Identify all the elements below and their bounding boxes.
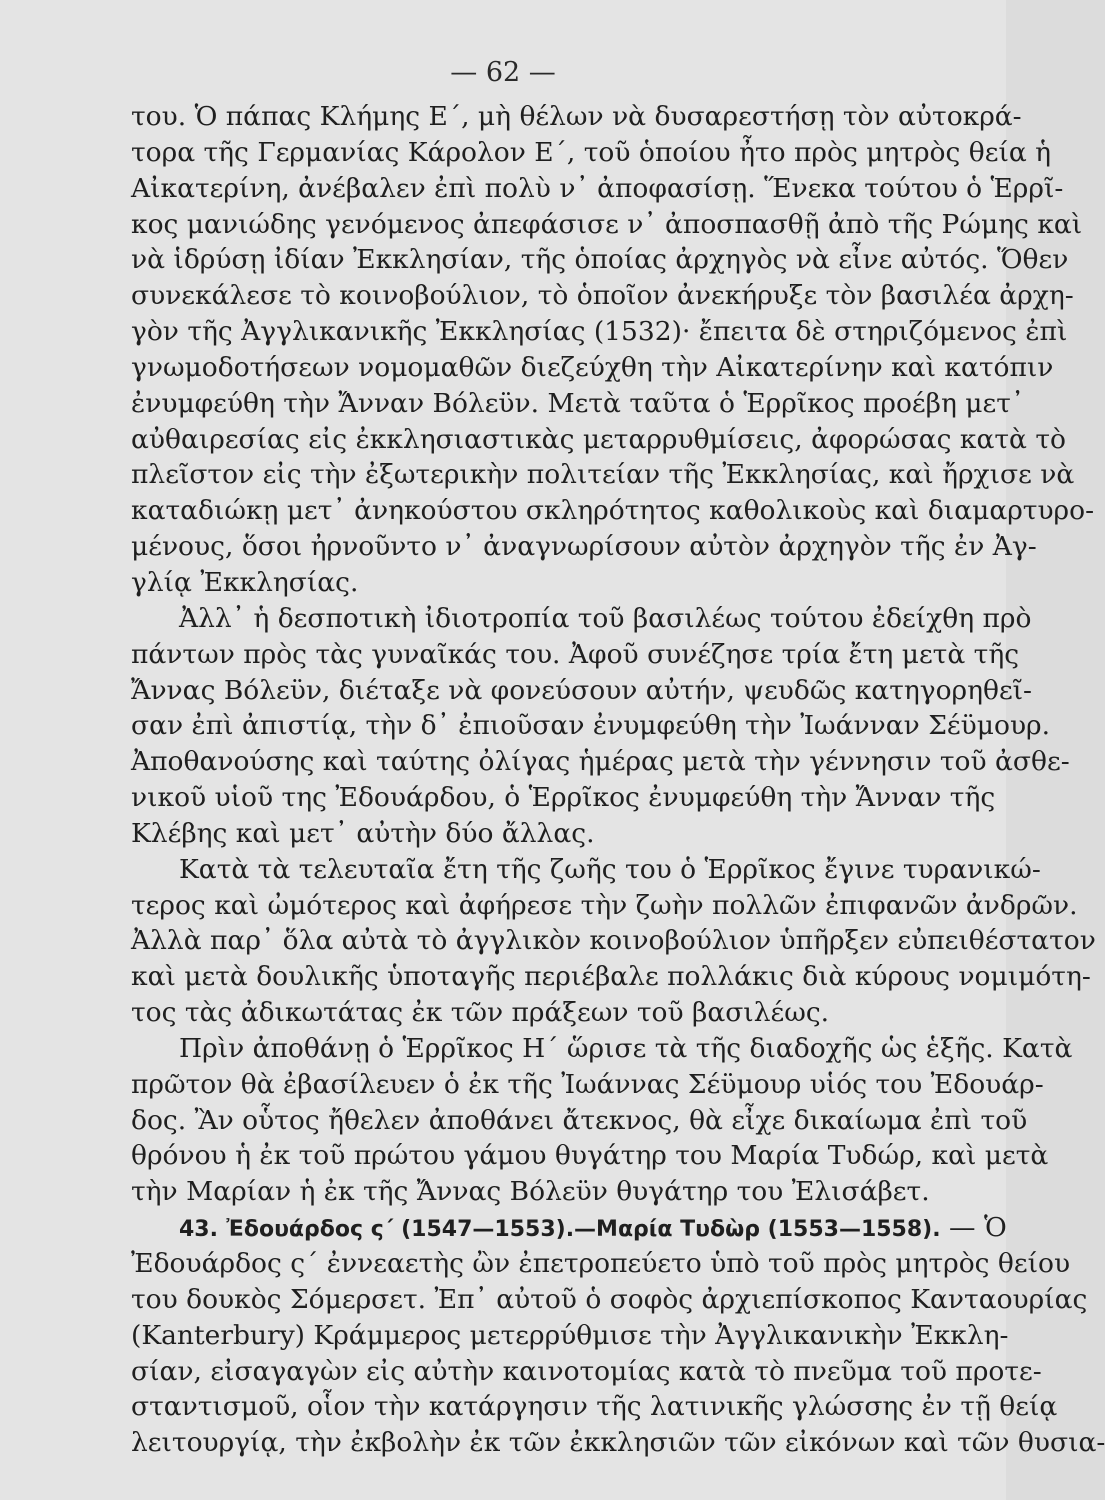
text-line: τορα τῆς Γερμανίας Κάρολον Ε΄, τοῦ ὁποίου ἦτο πρὸς μητρὸς θεία ἡ (131, 136, 1052, 168)
text-line: ἐνυμφεύθη τὴν Ἄνναν Βόλεϋν. Μετὰ ταῦτα ὁ Ἑρρῖκος προέβη μετ᾿ (131, 387, 1025, 419)
text-line: πρῶτον θὰ ἐβασίλευεν ὁ ἐκ τῆς Ἰωάννας Σέϋμουρ υἱός του Ἐδουάρ- (131, 1068, 1044, 1100)
text-line: τὴν Μαρίαν ἡ ἐκ τῆς Ἄννας Βόλεϋν θυγάτηρ του Ἐλισάβετ. (131, 1176, 930, 1208)
text-line: σίαν, εἰσαγαγὼν εἰς αὐτὴν καινοτομίας κατὰ τὸ πνεῦμα τοῦ προτε- (131, 1355, 1042, 1387)
text-line: Ἄννας Βόλεϋν, διέταξε νὰ φονεύσουν αὐτήν, ψευδῶς κατηγορηθεῖ- (131, 674, 1033, 706)
text-line: σαν ἐπὶ ἀπιστίᾳ, τὴν δ᾿ ἐπιοῦσαν ἐνυμφεύθη τὴν Ἰωάνναν Σέϋμουρ. (131, 710, 1051, 742)
text-line: Πρὶν ἀποθάνῃ ὁ Ἑρρῖκος Η΄ ὥρισε τὰ τῆς διαδοχῆς ὡς ἑξῆς. Κατὰ (179, 1032, 1073, 1064)
text-line: Ἐδουάρδος ς΄ ἐννεαετὴς ὢν ἐπετροπεύετο ὑπὸ τοῦ πρὸς μητρὸς θείου (131, 1248, 1071, 1279)
text-line: αὐθαιρεσίας εἰς ἐκκλησιαστικὰς μεταρρυθμίσεις, ἀφορώσας κατὰ τὸ (131, 423, 1066, 455)
text-line: τερος καὶ ὠμότερος καὶ ἀφήρεσε τὴν ζωὴν πολλῶν ἐπιφανῶν ἀνδρῶν. (131, 889, 1078, 921)
text-line: γλίᾳ Ἐκκλησίας. (131, 566, 359, 598)
text-line: Κλέβης καὶ μετ᾿ αὐτὴν δύο ἄλλας. (131, 817, 595, 849)
text-line: μένους, ὅσοι ἠρνοῦντο ν᾿ ἀναγνωρίσουν αὐτὸν ἀρχηγὸν τῆς ἐν Ἀγ- (131, 531, 1037, 563)
section-lead-text: — Ὁ (949, 1212, 1007, 1244)
section-number: 43. (179, 1217, 218, 1243)
text-line: λειτουργίᾳ, τὴν ἐκβολὴν ἐκ τῶν ἐκκλησιῶν τῶν εἰκόνων καὶ τῶν θυσια- (131, 1427, 1105, 1459)
text-line: Ἀποθανούσης καὶ ταύτης ὀλίγας ἡμέρας μετὰ τὴν γέννησιν τοῦ ἀσθε- (131, 746, 1070, 778)
text-line: γνωμοδοτήσεων νομομαθῶν διεζεύχθη τὴν Αἰκατερίνην καὶ κατόπιν (131, 351, 1054, 383)
text-line: του δουκὸς Σόμερσετ. Ἐπ᾿ αὐτοῦ ὁ σοφὸς ἀρχιεπίσκοπος Κανταουρίας (131, 1283, 1088, 1315)
text-line: (Kanterbury) Κράμμερος μετερρύθμισε τὴν Ἀγγλικανικὴν Ἐκκλη- (131, 1319, 1009, 1351)
body-text (131, 99, 1105, 1461)
text-line: καταδιώκῃ μετ᾿ ἀνηκούστου σκληρότητος καθολικοὺς καὶ διαμαρτυρο- (131, 495, 1095, 527)
text-line: δος. Ἂν οὗτος ἤθελεν ἀποθάνει ἄτεκνος, θὰ εἶχε δικαίωμα ἐπὶ τοῦ (131, 1104, 1028, 1136)
text-line: νὰ ἱδρύσῃ ἰδίαν Ἐκκλησίαν, τῆς ὁποίας ἀρχηγὸς νὰ εἶνε αὐτός. Ὅθεν (131, 244, 1069, 276)
text-line: του. Ὁ πάπας Κλήμης Ε΄, μὴ θέλων νὰ δυσαρεστήσῃ τὸν αὐτοκρά- (131, 101, 1022, 132)
text-line: Ἀλλ᾿ ἡ δεσποτικὴ ἰδιοτροπία τοῦ βασιλέως τούτου ἐδείχθη πρὸ (179, 602, 1032, 634)
text-line: τος τὰς ἀδικωτάτας ἐκ τῶν πράξεων τοῦ βασιλέως. (131, 997, 830, 1029)
text-line: συνεκάλεσε τὸ κοινοβούλιον, τὸ ὁποῖον ἀνεκήρυξε τὸν βασιλέα ἀρχη- (131, 280, 1074, 312)
text-line: Αἰκατερίνη, ἀνέβαλεν ἐπὶ πολὺ ν᾿ ἀποφασίσῃ. Ἕνεκα τούτου ὁ Ἑρρῖ- (131, 172, 1064, 204)
text-line: νικοῦ υἱοῦ της Ἐδουάρδου, ὁ Ἑρρῖκος ἐνυμφεύθη τὴν Ἄνναν τῆς (131, 782, 996, 814)
text-line: κος μανιώδης γενόμενος ἀπεφάσισε ν᾿ ἀποσπασθῇ ἀπὸ τῆς Ρώμης καὶ (131, 208, 1083, 240)
text-line: θρόνου ἡ ἐκ τοῦ πρώτου γάμου θυγάτηρ του Μαρία Τυδώρ, καὶ μετὰ (131, 1140, 1049, 1172)
text-line: πλεῖστον εἰς τὴν ἐξωτερικὴν πολιτείαν τῆς Ἐκκλησίας, καὶ ἤρχισε νὰ (131, 459, 1075, 491)
text-line: καὶ μετὰ δουλικῆς ὑποταγῆς περιέβαλε πολλάκις διὰ κύρους νομιμότη- (131, 961, 1091, 993)
text-line: σταντισμοῦ, οἷον τὴν κατάργησιν τῆς λατινικῆς γλώσσης ἐν τῇ θείᾳ (131, 1391, 1058, 1423)
text-line: Κατὰ τὰ τελευταῖα ἔτη τῆς ζωῆς του ὁ Ἑρρῖκος ἔγινε τυρανικώ- (179, 853, 1041, 885)
text-line: γὸν τῆς Ἀγγλικανικῆς Ἐκκλησίας (1532)· ἔπειτα δὲ στηριζόμενος ἐπὶ (131, 316, 1068, 348)
section-header-line (131, 1210, 1007, 1246)
text-line: Ἀλλὰ παρ᾿ ὅλα αὐτὰ τὸ ἀγγλικὸν κοινοβούλιον ὑπῆρξεν εὐπειθέστατον (131, 925, 1096, 957)
page-number: — 62 — (450, 57, 556, 88)
text-line: πάντων πρὸς τὰς γυναῖκάς του. Ἀφοῦ συνέζησε τρία ἔτη μετὰ τῆς (131, 638, 1020, 670)
section-heading: Ἐδουάρδος ς΄ (1547—1553).—Μαρία Τυδὼρ (1553—1558). (226, 1217, 941, 1243)
